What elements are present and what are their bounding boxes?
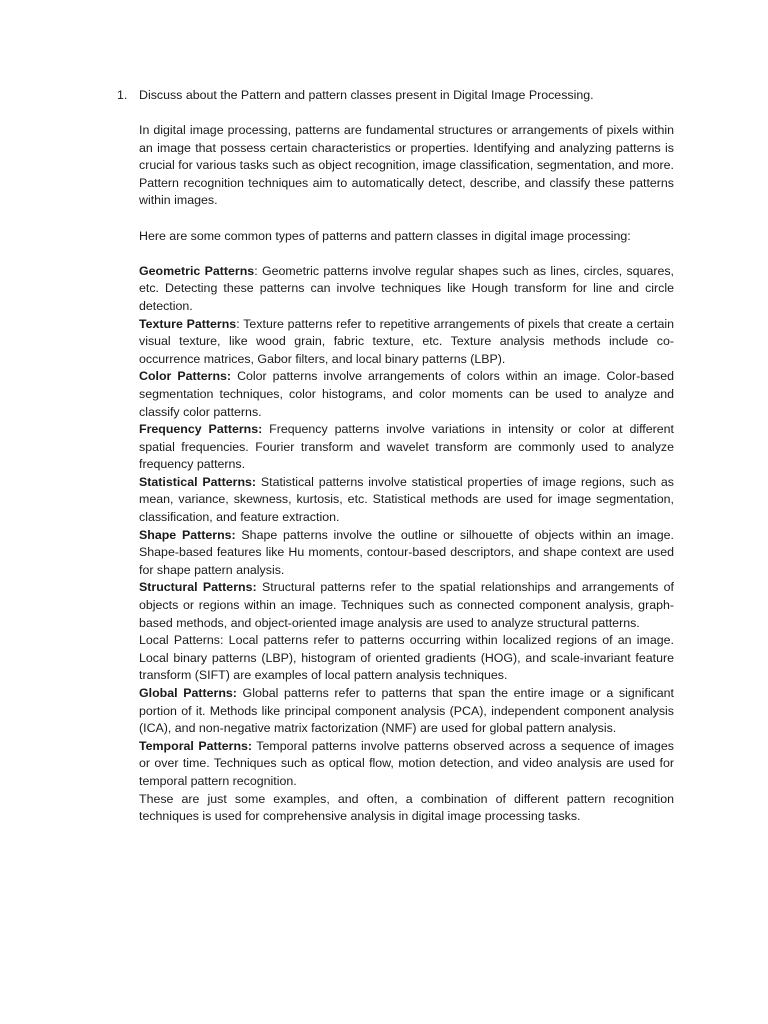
answer-body	[139, 122, 674, 826]
pattern-description: Temporal patterns involve patterns observed across a sequence of images or over time. Techniques such as optical flow, motion detection, and video analysis are used for temporal pattern recognition.	[139, 738, 674, 788]
pattern-term: Global Patterns:	[139, 686, 237, 700]
pattern-term: Texture Patterns	[139, 316, 237, 331]
question-number: 1.	[117, 88, 128, 102]
closing-paragraph: These are just some examples, and often, a combination of different pattern recognition techniques is used for comprehensive analysis in digital image processing tasks.	[139, 791, 674, 824]
pattern-description: Shape patterns involve the outline or silhouette of objects within an image. Shape-based features like Hu moments, contour-based descriptors, and shape context are used for shape pattern analysis.	[139, 527, 674, 577]
pattern-entry-frequency	[139, 421, 674, 474]
pattern-description: Geometric patterns involve regular shapes such as lines, circles, squares, etc. Detecting these patterns can involve techniques like Hough transform for line and circle detection.	[139, 263, 675, 313]
pattern-description: Color patterns involve arrangements of colors within an image. Color-based segmentation techniques, color histograms, and color moments can be used to analyze and classify color patterns.	[139, 369, 675, 419]
pattern-separator: :	[236, 316, 240, 331]
intro-paragraph: In digital image processing, patterns are fundamental structures or arrangements of pixels within an image that possess certain characteristics or properties. Identifying and analyzing patterns is crucial for various tasks such as object recognition, image classification, segmentation, and more. Pattern recognition techniques aim to automatically detect, describe, and classify these patterns within images.	[139, 123, 674, 208]
pattern-term: Geometric Patterns	[139, 263, 255, 278]
pattern-term: Frequency Patterns:	[139, 422, 263, 437]
lead-in-paragraph: Here are some common types of patterns and pattern classes in digital image processing:	[139, 228, 631, 243]
pattern-description: Structural patterns refer to the spatial relationships and arrangements of objects or regions within an image. Techniques such as connected component analysis, graph-based methods, and object-oriented image analysis are used to analyze structural patterns.	[139, 580, 674, 630]
pattern-description: Frequency patterns involve variations in intensity or color at different spatial frequencies. Fourier transform and wavelet transform are commonly used to analyze frequency patterns.	[139, 422, 674, 472]
pattern-entry-statistical	[139, 474, 674, 527]
pattern-entry-global	[139, 685, 674, 738]
pattern-entry-color	[139, 368, 674, 421]
pattern-term: Temporal Patterns:	[139, 738, 253, 753]
pattern-entry-local	[139, 632, 674, 685]
pattern-entry-structural	[139, 579, 674, 632]
pattern-entry-texture	[139, 316, 674, 369]
pattern-description: Texture patterns refer to repetitive arrangements of pixels that create a certain visual texture, like wood grain, fabric texture, etc. Texture analysis methods include co-occurrence matrices, Gabor filters, and local binary patterns (LBP).	[139, 316, 674, 366]
pattern-description: Global patterns refer to patterns that span the entire image or a significant portion of it. Methods like principal component analysis (PCA), independent component analysis (ICA), and non-negative matrix factorization (NMF) are used for global pattern analysis.	[139, 686, 674, 736]
pattern-entry-shape	[139, 527, 674, 580]
pattern-entry-temporal	[139, 738, 674, 791]
pattern-description: Statistical patterns involve statistical properties of image regions, such as mean, variance, skewness, kurtosis, etc. Statistical methods are used for image segmentation, classification, and feature extraction.	[139, 474, 675, 525]
pattern-term: Statistical Patterns:	[139, 474, 257, 489]
pattern-separator: :	[254, 263, 258, 278]
pattern-term: Structural Patterns:	[139, 580, 257, 595]
pattern-term: Color Patterns:	[139, 369, 232, 384]
pattern-entry-geometric	[139, 263, 674, 316]
question-heading	[117, 87, 677, 105]
question-text: Discuss about the Pattern and pattern classes present in Digital Image Processing.	[139, 88, 594, 102]
pattern-term: Shape Patterns:	[139, 527, 236, 542]
pattern-description: Local Patterns: Local patterns refer to patterns occurring within localized regions of an image. Local binary patterns (LBP), histogram of oriented gradients (HOG), and scale-invariant feature transform (SIFT) are examples of local pattern analysis techniques.	[139, 633, 674, 683]
